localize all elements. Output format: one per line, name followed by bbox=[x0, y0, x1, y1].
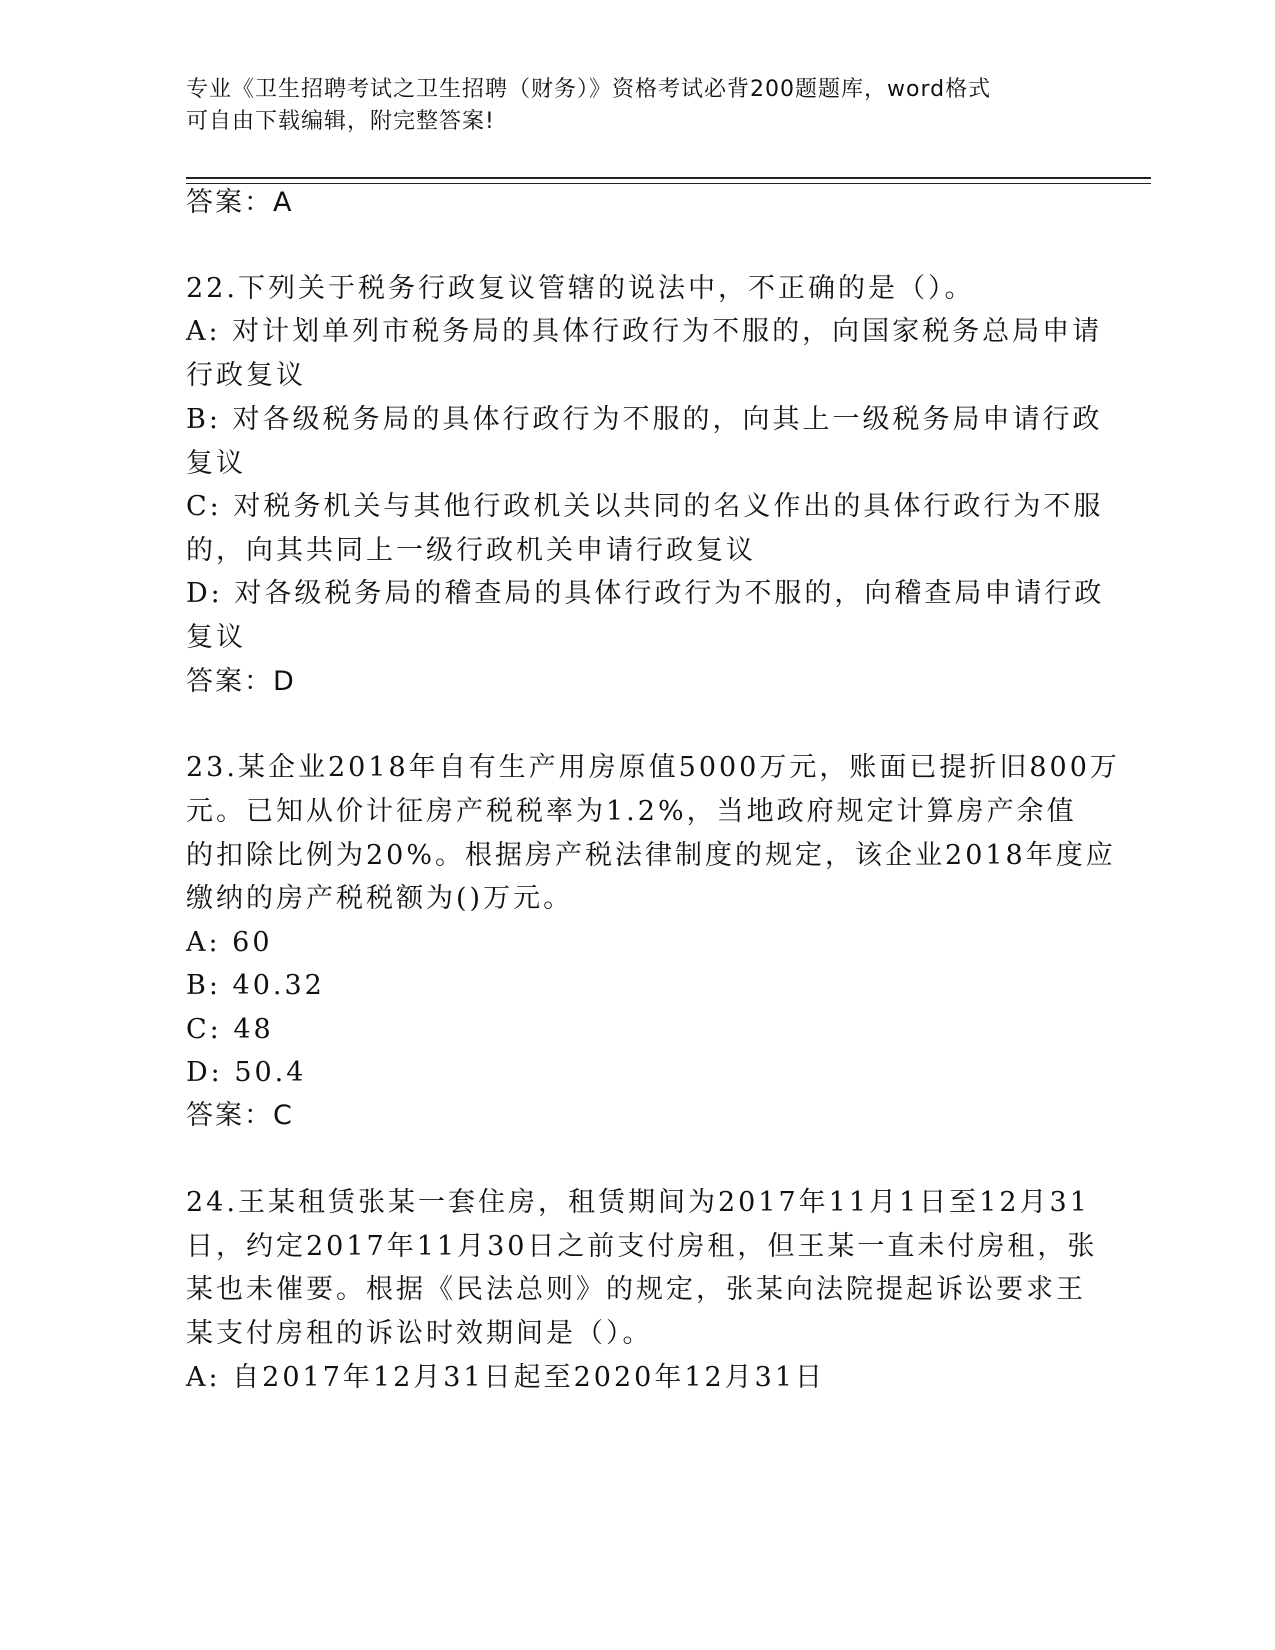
q24-stem-line1: 24.王某租赁张某一套住房，租赁期间为2017年11月1日至12月31 bbox=[186, 1187, 1090, 1218]
header-rule-bottom bbox=[186, 183, 1151, 184]
q23-answer: 答案：C bbox=[186, 1100, 294, 1131]
q23-option-d: D: 50.4 bbox=[186, 1057, 307, 1088]
q24-stem-line3: 某也未催要。根据《民法总则》的规定，张某向法院提起诉讼要求王 bbox=[186, 1274, 1086, 1305]
q23-option-c: C: 48 bbox=[186, 1014, 274, 1045]
document-header bbox=[186, 74, 1066, 138]
header-line-2: 可自由下载编辑，附完整答案! bbox=[186, 109, 495, 134]
q22-option-a-line2: 行政复议 bbox=[186, 360, 306, 391]
q23-stem-line4: 缴纳的房产税税额为()万元。 bbox=[186, 883, 574, 914]
q24-stem-line4: 某支付房租的诉讼时效期间是（）。 bbox=[186, 1318, 653, 1349]
q22-option-c-line1: C: 对税务机关与其他行政机关以共同的名义作出的具体行政行为不服 bbox=[186, 491, 1104, 522]
q23-stem-line2: 元。已知从价计征房产税税率为1.2%，当地政府规定计算房产余值 bbox=[186, 796, 1077, 827]
q22-option-b-line2: 复议 bbox=[186, 448, 246, 479]
previous-answer: 答案：A bbox=[186, 187, 294, 218]
header-line-1: 专业《卫生招聘考试之卫生招聘（财务）》资格考试必背200题题库，word格式 bbox=[186, 77, 992, 102]
q22-option-d-line1: D: 对各级税务局的稽查局的具体行政行为不服的，向稽查局申请行政 bbox=[186, 578, 1105, 609]
q23-stem-line3: 的扣除比例为20%。根据房产税法律制度的规定，该企业2018年度应 bbox=[186, 840, 1116, 871]
q24-option-a: A: 自2017年12月31日起至2020年12月31日 bbox=[186, 1362, 826, 1393]
q23-option-b: B: 40.32 bbox=[186, 970, 325, 1001]
q22-stem: 22.下列关于税务行政复议管辖的说法中，不正确的是（）。 bbox=[186, 273, 975, 304]
q24-stem-line2: 日，约定2017年11月30日之前支付房租，但王某一直未付房租，张 bbox=[186, 1231, 1098, 1262]
q22-option-a-line1: A: 对计划单列市税务局的具体行政行为不服的，向国家税务总局申请 bbox=[186, 316, 1103, 347]
header-rule-top bbox=[186, 177, 1151, 179]
q23-option-a: A: 60 bbox=[186, 927, 273, 958]
q22-option-b-line1: B: 对各级税务局的具体行政行为不服的，向其上一级税务局申请行政 bbox=[186, 404, 1103, 435]
q22-option-d-line2: 复议 bbox=[186, 622, 246, 653]
q22-answer: 答案：D bbox=[186, 666, 296, 697]
q22-option-c-line2: 的，向其共同上一级行政机关申请行政复议 bbox=[186, 535, 756, 566]
q23-stem-line1: 23.某企业2018年自有生产用房原值5000万元，账面已提折旧800万 bbox=[186, 752, 1120, 783]
